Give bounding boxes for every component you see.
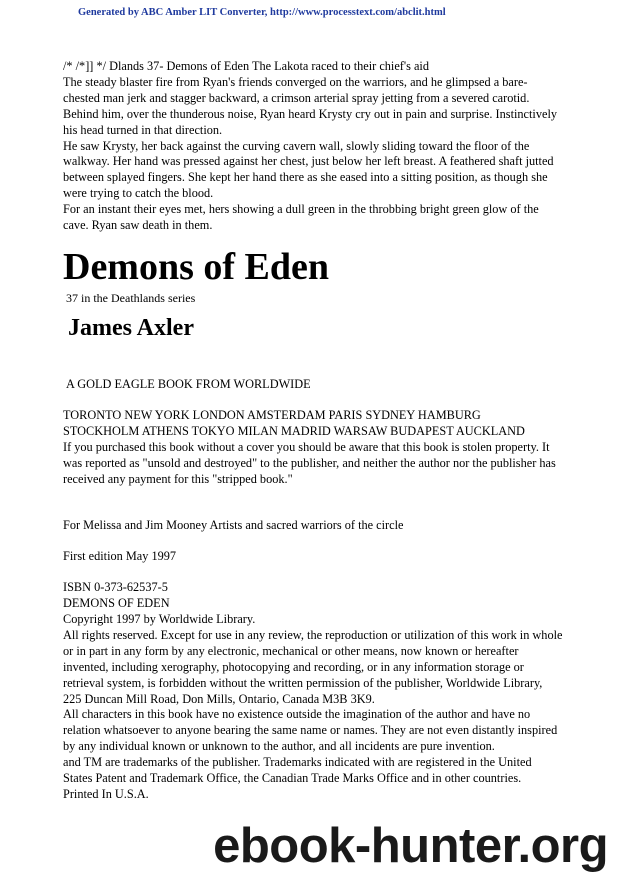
converter-header-link[interactable]: Generated by ABC Amber LIT Converter, http://www.processtext.com/abclit.html — [78, 7, 446, 18]
intro-paragraph: Behind him, over the thunderous noise, Ryan heard Krysty cry out in pain and surprise. Instinctively his head turned in that direction. — [63, 106, 558, 137]
page-content — [63, 59, 563, 803]
printed-in: Printed In U.S.A. — [63, 787, 149, 801]
copyright-line: Copyright 1997 by Worldwide Library. — [63, 612, 256, 627]
intro-paragraph: /* /*]] */ Dlands 37- Demons of Eden The Lakota raced to their chief's aid — [63, 59, 430, 73]
watermark: ebook-hunter.org — [213, 819, 608, 873]
intro-paragraph: For an instant their eyes met, hers showing a dull green in the throbbing bright green glow of the cave. Ryan saw death in them. — [63, 202, 539, 233]
fiction-disclaimer: All characters in this book have no existence outside the imagination of the author and have no relation whatsoever to anyone bearing the same name or names. They are not even distantly inspired by any individual known or unknown to the author, and all incidents are pure invention. — [63, 707, 558, 754]
book-title: Demons of Eden — [63, 245, 330, 288]
dedication: For Melissa and Jim Mooney Artists and sacred warriors of the circle — [63, 518, 404, 533]
edition-line: First edition May 1997 — [63, 549, 177, 564]
isbn: ISBN 0-373-62537-5 — [63, 580, 168, 595]
cities-line: STOCKHOLM ATHENS TOKYO MILAN MADRID WARSAW BUDAPEST AUCKLAND — [63, 423, 525, 438]
rights-reserved: All rights reserved. Except for use in any review, the reproduction or utilization of this work in whole or in part in any form by any electronic, mechanical or other means, now known or hereafter invented, including xerography, photocopying and recording, or in any information storage or retrieval system, is forbidden without the written permission of the publisher, Worldwide Library, 225 Duncan Mill Road, Don Mills, Ontario, Canada M3B 3K9. — [63, 627, 563, 706]
legal-block — [63, 580, 563, 803]
author-name: James Axler — [68, 314, 194, 341]
intro-paragraph: The steady blaster fire from Ryan's friends converged on the warriors, and he glimpsed a bare-chested man jerk and stagger backward, a crimson arterial spray jetting from a severed carotid. — [63, 74, 530, 105]
publisher-line: A GOLD EAGLE BOOK FROM WORLDWIDE — [66, 376, 311, 391]
trademark-notice: and TM are trademarks of the publisher. Trademarks indicated with are registered in the United States Patent and Trademark Office, the Canadian Trade Marks Office and in other countries. — [63, 755, 532, 786]
intro-excerpt — [63, 59, 563, 234]
stripped-book-notice: If you purchased this book without a cover you should be aware that this book is stolen property. It was reported as "unsold and destroyed" to the publisher, and neither the author nor the publisher has received any payment for this "stripped book." — [63, 439, 556, 486]
legal-title: DEMONS OF EDEN — [63, 596, 170, 611]
series-line: 37 in the Deathlands series — [66, 290, 196, 305]
cities-line: TORONTO NEW YORK LONDON AMSTERDAM PARIS SYDNEY HAMBURG — [63, 407, 481, 422]
cities-block — [63, 408, 563, 440]
intro-paragraph: He saw Krysty, her back against the curving cavern wall, slowly sliding toward the floor of the walkway. Her hand was pressed against her chest, just below her left breast. A feathered shaft jutted between splayed fingers. She kept her hand there as she eased into a sitting position, as though she were trying to catch the blood. — [63, 138, 554, 201]
